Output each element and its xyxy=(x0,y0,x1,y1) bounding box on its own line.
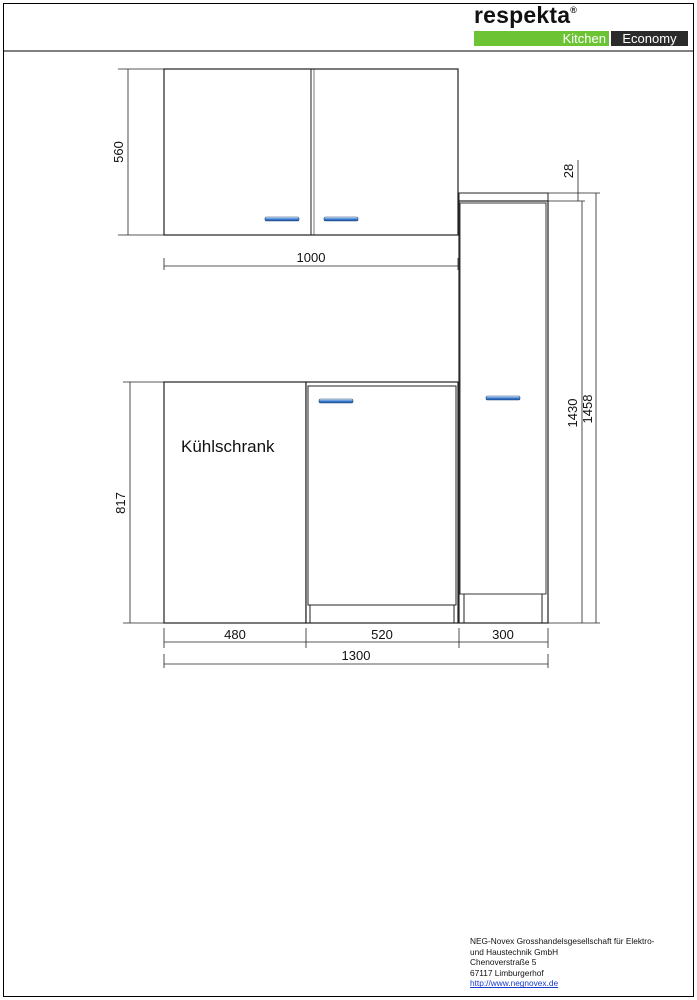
brand-economy-tag: Economy xyxy=(611,31,688,46)
tall-height-label: 1430 xyxy=(565,398,580,428)
brand-kitchen-tag: Kitchen xyxy=(474,31,609,46)
wall-right-handle xyxy=(324,217,358,221)
company-street: Chenoverstraße 5 xyxy=(470,957,537,968)
brand-registered-mark: ® xyxy=(570,5,578,15)
base-cabinet-middle xyxy=(306,382,458,623)
company-line-1: NEG-Novex Grosshandelsgesellschaft für Elektro- xyxy=(470,936,655,946)
company-address xyxy=(470,936,654,989)
base-width-1-label: 480 xyxy=(224,627,246,642)
total-width-label: 1300 xyxy=(341,648,371,663)
company-city: 67117 Limburgerhof xyxy=(470,967,544,978)
tall-cabinet xyxy=(459,193,548,623)
tall-handle xyxy=(486,396,520,400)
wall-cabinet xyxy=(164,69,458,235)
company-website-link[interactable]: http://www.negnovex.de xyxy=(470,978,559,989)
tall-total-height-label: 1458 xyxy=(580,394,595,424)
dim-base-height xyxy=(123,382,164,623)
base-width-3-label: 300 xyxy=(492,627,514,642)
fridge-label: Kühlschrank xyxy=(181,437,275,456)
wall-height-label: 560 xyxy=(111,141,126,163)
company-line-2: und Haustechnik GmbH xyxy=(470,946,559,957)
brand-logo xyxy=(474,2,577,29)
wall-width-label: 1000 xyxy=(296,250,326,265)
brand-name: respekta xyxy=(474,2,571,28)
tall-top-offset-label: 28 xyxy=(561,163,576,179)
wall-left-handle xyxy=(265,217,299,221)
base-middle-handle xyxy=(319,399,353,403)
fridge-housing xyxy=(164,382,306,623)
base-width-2-label: 520 xyxy=(371,627,393,642)
dim-tall-heights xyxy=(548,160,600,623)
base-height-label: 817 xyxy=(113,492,128,514)
dim-base-widths xyxy=(164,628,548,648)
